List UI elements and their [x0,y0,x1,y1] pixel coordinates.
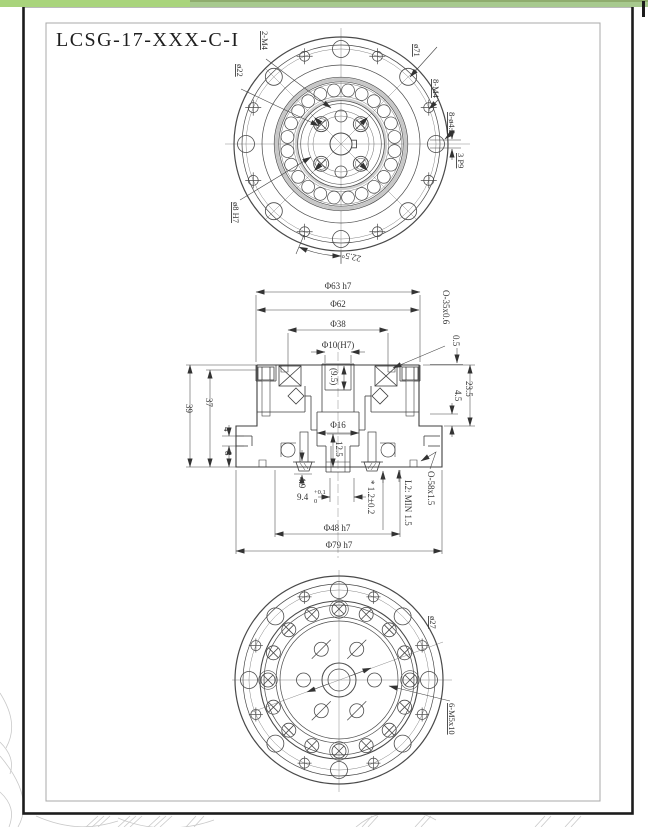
green-tab-bar-left [0,0,190,7]
label-keyway: 3 P9 [456,153,466,169]
dim-step05: 0.5 [451,335,461,347]
dim-h4: 4 [222,427,232,432]
dim-h49: 4.9 [297,477,307,489]
dim-d38: Φ38 [330,319,346,329]
label-flange-tapped: 8-M4 [431,79,441,98]
dim-h45: 4.5 [453,390,463,402]
dim-l2min: L2: MIN 1.5 [403,480,413,526]
window-edge-notch [642,1,645,17]
green-tab-bar-right [190,0,648,7]
dim-h235: 23.5 [464,381,474,397]
dim-d16: Φ16 [330,420,346,430]
dim-h37: 37 [204,398,214,407]
label-bv-bolt-circle: ø27 [428,616,438,629]
label-inner-bolt-circle: ø22 [235,64,245,77]
dim-oring-bottom: O-58x1.5 [426,471,436,506]
label-bv-tapped: 6-M5x10 [447,703,457,735]
label-inner-tapped: 2-M4 [260,31,270,50]
drawing-title: LCSG-17-XXX-C-I [56,29,240,51]
dim-d62: Φ62 [330,299,346,309]
dim-d48: Φ48 h7 [323,523,351,533]
dim-h8: 8 [223,451,233,456]
label-center-bore: ø8 H7 [231,202,241,224]
label-hole-angle: 22.5° [340,249,362,264]
dim-depth95: (9.5) [329,368,339,386]
label-flange-bolt-circle: ø71 [412,44,422,57]
dim-w94-tol-up: +0.1 [314,489,326,496]
dim-h125: 12.5 [334,441,344,457]
dim-d63: Φ63 h7 [324,281,352,291]
dim-oring-top: O-35x0.6 [441,290,451,325]
label-flange-through: 8-ø4.5 [447,112,457,134]
dim-w94: 9.4 [297,492,309,502]
dim-h39: 39 [184,404,194,413]
dim-gap12: * 1.2±0.2 [366,480,376,515]
dim-d79: Φ79 h7 [325,540,353,550]
dim-w94-tol-dn: 0 [314,498,318,505]
dim-d10: Φ10(H7) [321,340,355,350]
